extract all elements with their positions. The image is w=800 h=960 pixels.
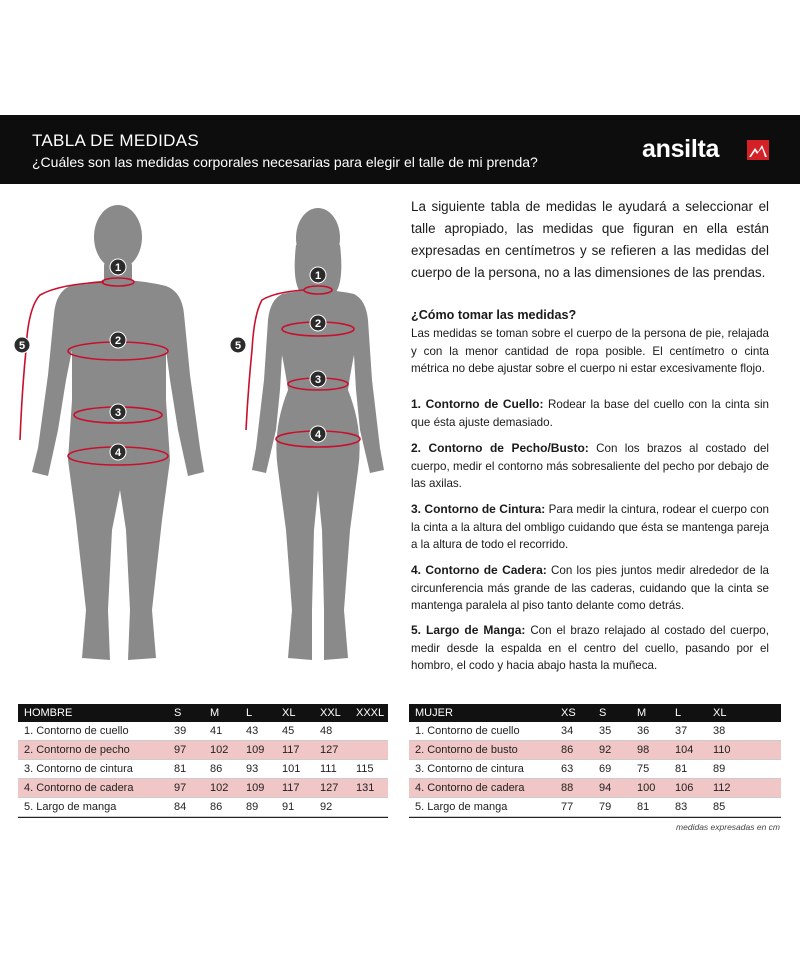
table-cell: 85 <box>707 798 781 817</box>
table-cell: 39 <box>168 722 204 741</box>
table-row <box>409 798 781 817</box>
measure-sleeve <box>411 622 769 675</box>
page-title: TABLA DE MEDIDAS <box>32 131 199 150</box>
table-row <box>18 798 388 817</box>
marker-5-female <box>230 337 246 353</box>
table-header-cell: L <box>669 704 707 722</box>
mountain-logo-icon <box>747 140 769 160</box>
size-table-women <box>409 704 781 818</box>
marker-4-male <box>110 444 126 460</box>
table-header-cell: L <box>240 704 276 722</box>
marker-3-female <box>310 371 326 387</box>
table-cell: 36 <box>631 722 669 741</box>
measure-waist <box>411 501 769 554</box>
measure-label: 5. Largo de Manga: <box>411 623 526 637</box>
table-cell: 93 <box>240 760 276 779</box>
table-cell: 104 <box>669 741 707 760</box>
table-cell: 127 <box>314 779 350 798</box>
table-cell: 117 <box>276 779 314 798</box>
table-cell <box>350 798 388 817</box>
table-cell: 37 <box>669 722 707 741</box>
table-cell: 112 <box>707 779 781 798</box>
table-cell: 109 <box>240 779 276 798</box>
table-header-cell: XL <box>707 704 781 722</box>
table-header-cell: HOMBRE <box>18 704 168 722</box>
table-cell: 98 <box>631 741 669 760</box>
table-header-cell: XS <box>555 704 593 722</box>
intro-paragraph: La siguiente tabla de medidas le ayudará a seleccionar el talle apropiado, las medidas que figuran en ella están expresadas en centímetros y se refieren a las medidas del cuerpo de la persona, no a las dimensiones de las prendas. <box>411 199 769 280</box>
table-cell: 3. Contorno de cintura <box>409 760 555 779</box>
table-cell: 35 <box>593 722 631 741</box>
table-row <box>409 779 781 798</box>
marker-2-female <box>310 315 326 331</box>
table-cell: 89 <box>240 798 276 817</box>
table-cell: 4. Contorno de cadera <box>18 779 168 798</box>
table-cell: 101 <box>276 760 314 779</box>
table-header-cell: MUJER <box>409 704 555 722</box>
table-row <box>409 741 781 760</box>
marker-4-female <box>310 426 326 442</box>
measure-text: Rodear la base del cuello con la cinta sin que ésta ajuste demasiado. <box>411 398 769 429</box>
measure-label: 2. Contorno de Pecho/Busto: <box>411 441 589 455</box>
how-to-measure-text: Las medidas se toman sobre el cuerpo de la persona de pie, relajada y con la menor cantidad de ropa posible. El centímetro o cinta métrica no debe ajustar sobre el cuerpo ni estar excesivamente flojo. <box>411 327 769 375</box>
svg-text:3: 3 <box>114 407 122 419</box>
table-cell: 5. Largo de manga <box>409 798 555 817</box>
table-cell: 109 <box>240 741 276 760</box>
table-cell: 94 <box>593 779 631 798</box>
table-cell: 106 <box>669 779 707 798</box>
table-cell: 75 <box>631 760 669 779</box>
table-cell: 92 <box>593 741 631 760</box>
svg-text:4: 4 <box>114 447 122 459</box>
marker-3-male <box>110 404 126 420</box>
marker-1-female <box>310 267 326 283</box>
table-cell: 110 <box>707 741 781 760</box>
table-header-cell: XXXL <box>350 704 388 722</box>
measure-label: 3. Contorno de Cintura: <box>411 502 546 516</box>
table-cell <box>350 741 388 760</box>
measure-neck <box>411 396 769 431</box>
table-cell: 38 <box>707 722 781 741</box>
table-cell: 102 <box>204 741 240 760</box>
page-subtitle: ¿Cuáles son las medidas corporales necesarias para elegir el talle de mi prenda? <box>32 154 538 170</box>
table-header-cell: M <box>631 704 669 722</box>
table-cell: 45 <box>276 722 314 741</box>
table-row <box>409 760 781 779</box>
table-cell: 86 <box>555 741 593 760</box>
svg-text:5: 5 <box>234 340 242 352</box>
table-header-row <box>18 704 388 722</box>
svg-text:2: 2 <box>114 335 122 347</box>
table-cell: 79 <box>593 798 631 817</box>
table-cell: 83 <box>669 798 707 817</box>
table-header-cell: XXL <box>314 704 350 722</box>
table-cell: 86 <box>204 798 240 817</box>
table-header-cell: XL <box>276 704 314 722</box>
table-cell: 91 <box>276 798 314 817</box>
table-cell: 2. Contorno de busto <box>409 741 555 760</box>
table-cell: 2. Contorno de pecho <box>18 741 168 760</box>
table-header-cell: S <box>593 704 631 722</box>
table-cell: 77 <box>555 798 593 817</box>
table-cell: 4. Contorno de cadera <box>409 779 555 798</box>
table-cell: 111 <box>314 760 350 779</box>
table-header-row <box>409 704 781 722</box>
table-row <box>409 722 781 741</box>
table-row <box>18 722 388 741</box>
measure-label: 1. Contorno de Cuello: <box>411 397 544 411</box>
measure-chest <box>411 440 769 493</box>
table-cell: 92 <box>314 798 350 817</box>
table-cell: 84 <box>168 798 204 817</box>
table-cell: 102 <box>204 779 240 798</box>
measure-text: Para medir la cintura, rodear el cuerpo con la cinta a la altura del ombligo cuidando que ésta se mantenga pareja a la altura de todo el recorrido. <box>411 503 769 551</box>
marker-2-male <box>110 332 126 348</box>
table-cell: 115 <box>350 760 388 779</box>
measure-hip <box>411 562 769 615</box>
table-cell <box>350 722 388 741</box>
table-cell: 81 <box>168 760 204 779</box>
table-cell: 81 <box>631 798 669 817</box>
table-cell: 48 <box>314 722 350 741</box>
table-cell: 88 <box>555 779 593 798</box>
table-cell: 100 <box>631 779 669 798</box>
table-cell: 5. Largo de manga <box>18 798 168 817</box>
table-cell: 131 <box>350 779 388 798</box>
table-cell: 89 <box>707 760 781 779</box>
table-cell: 97 <box>168 741 204 760</box>
header-bar <box>0 115 800 184</box>
table-header-cell: S <box>168 704 204 722</box>
table-cell: 43 <box>240 722 276 741</box>
table-cell: 34 <box>555 722 593 741</box>
table-row <box>18 741 388 760</box>
svg-text:5: 5 <box>18 340 26 352</box>
measure-text: Con los pies juntos medir alrededor de la circunferencia más grande de las caderas, cuidando que la cinta se mantenga paralela al piso tanto delante como detrás. <box>411 564 769 612</box>
table-row <box>18 760 388 779</box>
how-to-measure-title: ¿Cómo tomar las medidas? <box>411 308 577 322</box>
table-cell: 117 <box>276 741 314 760</box>
measure-text: Con los brazos al costado del cuerpo, medir el contorno más sobresaliente del pecho por debajo de las axilas. <box>411 442 769 490</box>
table-cell: 86 <box>204 760 240 779</box>
table-cell: 1. Contorno de cuello <box>18 722 168 741</box>
table-cell: 41 <box>204 722 240 741</box>
body-figures-illustration <box>0 190 400 690</box>
table-header-cell: M <box>204 704 240 722</box>
measure-text: Con el brazo relajado al costado del cuerpo, medir desde la espalda en el centro del cuello, pasando por el hombro, el codo y hacia abajo hasta la muñeca. <box>411 624 769 672</box>
table-cell: 3. Contorno de cintura <box>18 760 168 779</box>
marker-5-male <box>14 337 30 353</box>
svg-text:2: 2 <box>314 318 322 330</box>
svg-text:1: 1 <box>314 270 322 282</box>
svg-text:3: 3 <box>314 374 322 386</box>
svg-text:4: 4 <box>314 429 322 441</box>
svg-text:1: 1 <box>114 262 122 274</box>
marker-1-male <box>110 259 126 275</box>
table-cell: 97 <box>168 779 204 798</box>
size-table-men <box>18 704 388 818</box>
units-note: medidas expresadas en cm <box>676 822 780 832</box>
table-cell: 81 <box>669 760 707 779</box>
brand-logo-text: ansilta <box>642 135 720 163</box>
table-row <box>18 779 388 798</box>
table-cell: 63 <box>555 760 593 779</box>
measure-label: 4. Contorno de Cadera: <box>411 563 547 577</box>
table-cell: 127 <box>314 741 350 760</box>
table-cell: 69 <box>593 760 631 779</box>
table-cell: 1. Contorno de cuello <box>409 722 555 741</box>
